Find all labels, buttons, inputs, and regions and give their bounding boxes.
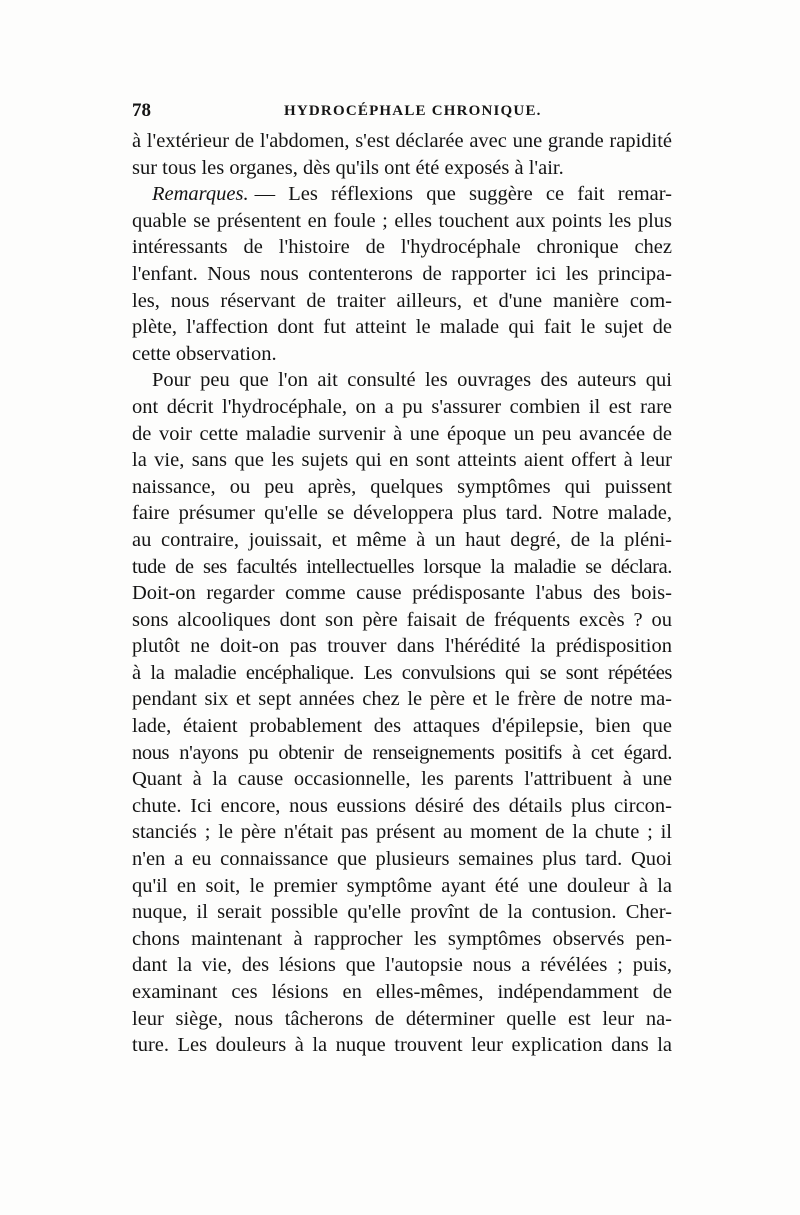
text-line: à la maladie encéphalique. Les convulsions qui se sont répétées — [132, 661, 672, 684]
text-line: ture. Les douleurs à la nuque trouvent leur explication dans la — [132, 1034, 672, 1057]
text-line: examinant ces lésions en elles-mêmes, indépendamment de — [132, 981, 672, 1003]
text-line: dant la vie, des lésions que l'autopsie nous a révélées ; puis, — [132, 954, 672, 977]
page-number: 78 — [132, 100, 151, 121]
text-line: nuque, il serait possible qu'elle provînt de la contusion. Cher- — [132, 901, 672, 924]
text-line: Quant à la cause occasionnelle, les parents l'attribuent à une — [132, 768, 672, 791]
text-line: lade, étaient probablement des attaques d'épilepsie, bien que — [132, 715, 672, 738]
text-line: pendant six et sept années chez le père et le frère de notre ma- — [132, 688, 672, 711]
running-title: HYDROCÉPHALE CHRONIQUE. — [284, 103, 542, 119]
text-line: chute. Ici encore, nous eussions désiré des détails plus circon- — [132, 794, 672, 817]
text-line: nous n'ayons pu obtenir de renseignements positifs à cet égard. — [132, 741, 672, 764]
text-line: plutôt ne doit-on pas trouver dans l'hérédité la prédisposition — [132, 635, 672, 658]
section-lead: Remarques. — [152, 183, 249, 206]
text-line: qu'il en soit, le premier symptôme ayant été une douleur à la — [132, 874, 672, 897]
text-line: Doit-on regarder comme cause prédisposante l'abus des bois- — [132, 582, 672, 605]
text-line: de voir cette maladie survenir à une époque un peu avancée de — [132, 422, 672, 445]
text-line: quable se présentent en foule ; elles touchent aux points les plus — [132, 209, 672, 232]
text-line: sur tous les organes, dès qu'ils ont été exposés à l'air. — [132, 156, 564, 179]
text-line-rest: — Les réflexions que suggère ce fait remar- — [254, 183, 672, 206]
text-line: cette observation. — [132, 342, 277, 365]
text-line: à l'extérieur de l'abdomen, s'est déclarée avec une grande rapidité — [132, 130, 672, 152]
text-line: Pour peu que l'on ait consulté les ouvrages des auteurs qui — [152, 369, 672, 392]
text-line: ont décrit l'hydrocéphale, on a pu s'assurer combien il est rare — [132, 395, 672, 418]
text-line: la vie, sans que les sujets qui en sont atteints aient offert à leur — [132, 449, 672, 472]
text-line: plète, l'affection dont fut atteint le malade qui fait le sujet de — [132, 316, 672, 339]
text-line: sons alcooliques dont son père faisait de fréquents excès ? ou — [132, 608, 672, 631]
text-line: naissance, ou peu après, quelques symptômes qui puissent — [132, 475, 672, 498]
text-line: intéressants de l'histoire de l'hydrocéphale chronique chez — [132, 236, 672, 259]
text-line: n'en a eu connaissance que plusieurs semaines plus tard. Quoi — [132, 848, 672, 871]
text-line: au contraire, jouissait, et même à un haut degré, de la pléni- — [132, 528, 672, 551]
text-line: faire présumer qu'elle se développera plus tard. Notre malade, — [132, 502, 672, 525]
body-text — [132, 128, 672, 1059]
text-line: l'enfant. Nous nous contenterons de rapporter ici les principa- — [132, 262, 672, 285]
text-line — [132, 181, 672, 208]
text-line: stanciés ; le père n'était pas présent au moment de la chute ; il — [132, 821, 672, 844]
text-line: chons maintenant à rapprocher les symptômes observés pen- — [132, 927, 672, 950]
running-header — [132, 100, 672, 126]
text-line: leur siège, nous tâcherons de déterminer quelle est leur na- — [132, 1007, 672, 1030]
text-line: tude de ses facultés intellectuelles lorsque la maladie se déclara. — [132, 555, 672, 578]
text-line: les, nous réservant de traiter ailleurs, et d'une manière com- — [132, 289, 672, 312]
